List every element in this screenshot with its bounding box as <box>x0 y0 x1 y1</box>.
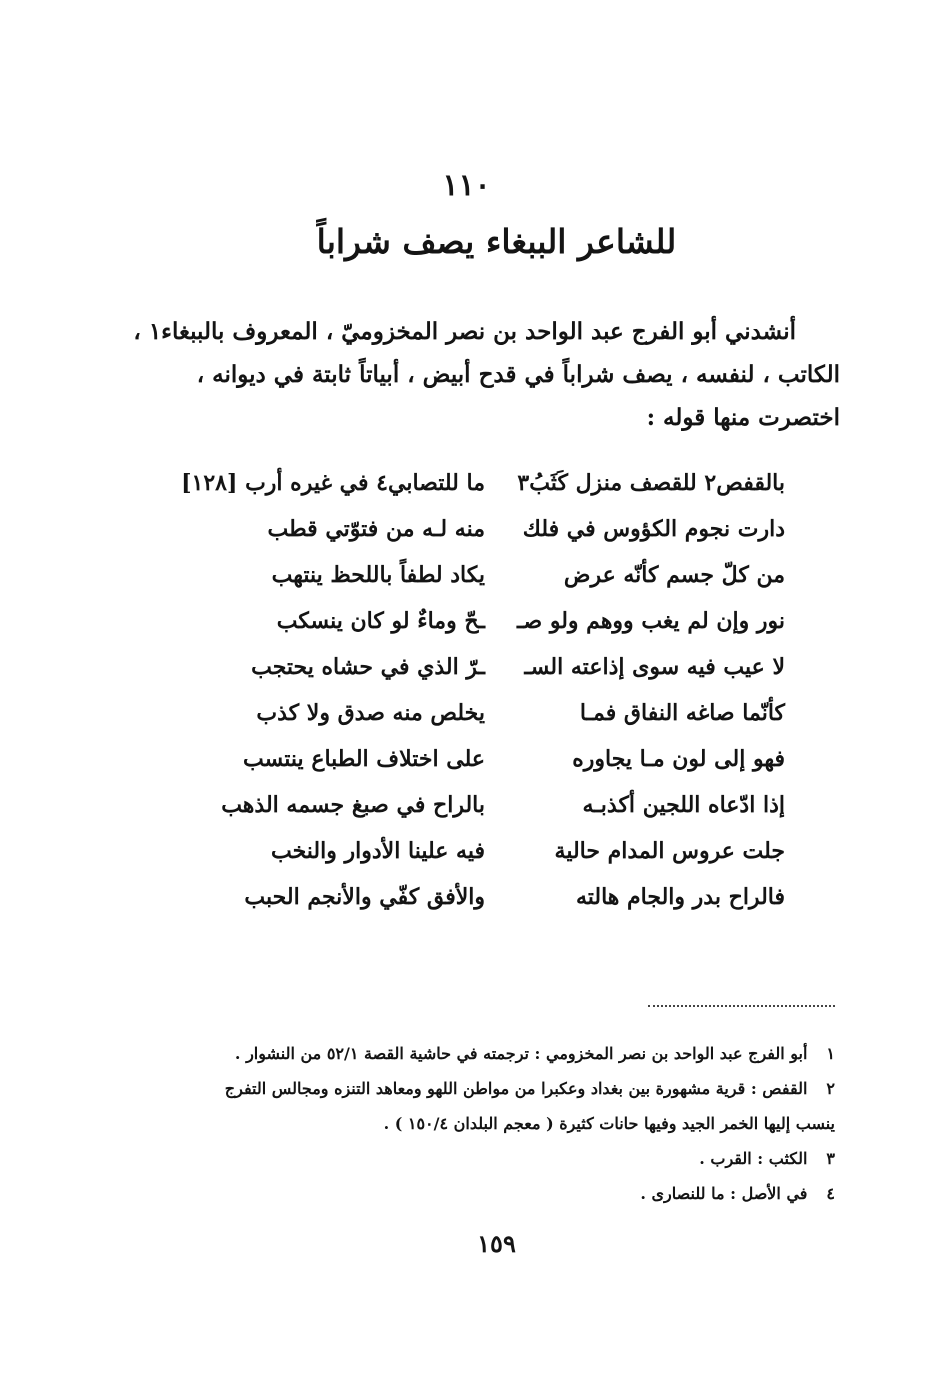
poem-verse <box>175 598 785 644</box>
hemistich-first: بالقفص٢ للقصف منزل كَثَبُ٣ <box>517 470 785 496</box>
poem-verse <box>175 506 785 552</box>
hemistich-second: ـحّ وماءٌ لو كان ينسكب <box>276 608 485 634</box>
section-number: ١١٠ <box>442 168 491 203</box>
hemistich-second: يكاد لطفاً باللحظ ينتهب <box>271 562 485 588</box>
hemistich-first: كأنّما صاغه النفاق فمـا <box>579 700 785 726</box>
poem-verse <box>175 644 785 690</box>
hemistich-first: فالراح بدر والجام هالته <box>575 884 785 910</box>
hemistich-first: من كلّ جسم كأنّه عرض <box>563 562 785 588</box>
poem-verse <box>175 690 785 736</box>
section-title: للشاعر الببغاء يصف شراباً <box>316 222 677 261</box>
footnote-number: ٤ <box>826 1184 835 1203</box>
footnote-text: الكثب : القرب . <box>699 1149 808 1168</box>
intro-line: الكاتب ، لنفسه ، يصف شراباً في قدح أبيض ، أبياتاً ثابتة في ديوانه ، <box>196 361 840 388</box>
hemistich-second: ـرّ الذي في حشاه يحتجب <box>251 654 485 680</box>
page-number: ١٥٩ <box>477 1229 516 1258</box>
footnote-text: أبو الفرج عبد الواحد بن نصر المخزومي : ترجمته في حاشية القصة ٥٢/١ من النشوار . <box>234 1044 808 1063</box>
hemistich-first: إذا ادّعاه اللجين أكذبـه <box>582 792 785 818</box>
intro-paragraph <box>133 310 840 439</box>
hemistich-first: لا عيب فيه سوى إذاعته السـ <box>524 654 785 680</box>
hemistich-first: فهو إلى لون مـا يجاوره <box>572 746 785 772</box>
hemistich-second: يخلص منه صدق ولا كذب <box>256 700 485 726</box>
footnote <box>165 1071 835 1106</box>
hemistich-first: نور وإن لم يغب ووهم ولو صـ <box>517 608 785 634</box>
hemistich-second: فيه علينا الأدوار والنخب <box>270 838 485 864</box>
footnote-divider <box>648 1005 835 1007</box>
poem-verse <box>175 552 785 598</box>
footnote-continuation: ينسب إليها الخمر الجيد وفيها حانات كثيرة ( معجم البلدان ١٥٠/٤ ) . <box>383 1114 835 1133</box>
footnote-text: القفص : قرية مشهورة بين بغداد وعكبرا من مواطن اللهو ومعاهد التنزه ومجالس التفرج <box>224 1079 808 1098</box>
footnote-number: ٣ <box>826 1149 835 1168</box>
footnote <box>165 1141 835 1176</box>
intro-line: أنشدني أبو الفرج عبد الواحد بن نصر المخزوميّ ، المعروف بالببغاء١ ، <box>133 318 796 345</box>
poem <box>175 460 785 920</box>
footnote-text: في الأصل : ما للنصارى . <box>640 1184 808 1203</box>
poem-verse <box>175 460 785 506</box>
poem-verse <box>175 782 785 828</box>
hemistich-first: جلت عروس المدام حالية <box>554 838 785 864</box>
footnote <box>165 1176 835 1211</box>
footnote-number: ١ <box>826 1044 835 1063</box>
footnotes <box>165 1036 835 1211</box>
poem-verse <box>175 874 785 920</box>
footnote <box>165 1036 835 1071</box>
hemistich-second: على اختلاف الطباع ينتسب <box>243 746 485 772</box>
poem-verse <box>175 828 785 874</box>
hemistich-second: ما للتصابي٤ في غيره أرب [١٢٨] <box>181 470 485 496</box>
hemistich-second: منه لـه من فتوّتي قطب <box>267 516 485 542</box>
hemistich-first: دارت نجوم الكؤوس في فلك <box>522 516 785 542</box>
poem-verse <box>175 736 785 782</box>
hemistich-second: بالراح في صبغ جسمه الذهب <box>221 792 485 818</box>
footnote-number: ٢ <box>826 1079 835 1098</box>
hemistich-second: والأفق كفّي والأنجم الحبب <box>244 884 485 910</box>
intro-line: اختصرت منها قوله : <box>646 404 840 431</box>
